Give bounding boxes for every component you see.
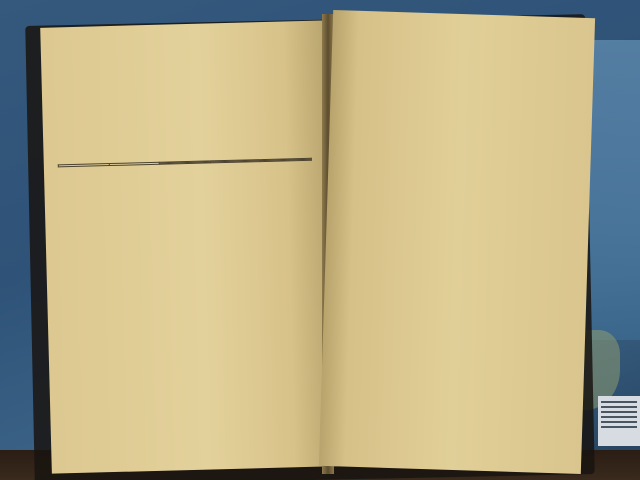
- contribution-table: [58, 158, 312, 168]
- map-legend-sticker: [598, 396, 640, 446]
- profit-sales-chart: [338, 72, 574, 259]
- right-page: [319, 10, 595, 474]
- section-heading-line1: [47, 298, 333, 305]
- table-header-indicator: [109, 162, 160, 165]
- left-page: [40, 20, 338, 473]
- table-header-good-c: [261, 159, 312, 161]
- table-header-good-a: [159, 162, 210, 164]
- table-header-good-b: [210, 161, 261, 163]
- table-header-num: [58, 164, 109, 167]
- section-heading-line2: [48, 310, 334, 317]
